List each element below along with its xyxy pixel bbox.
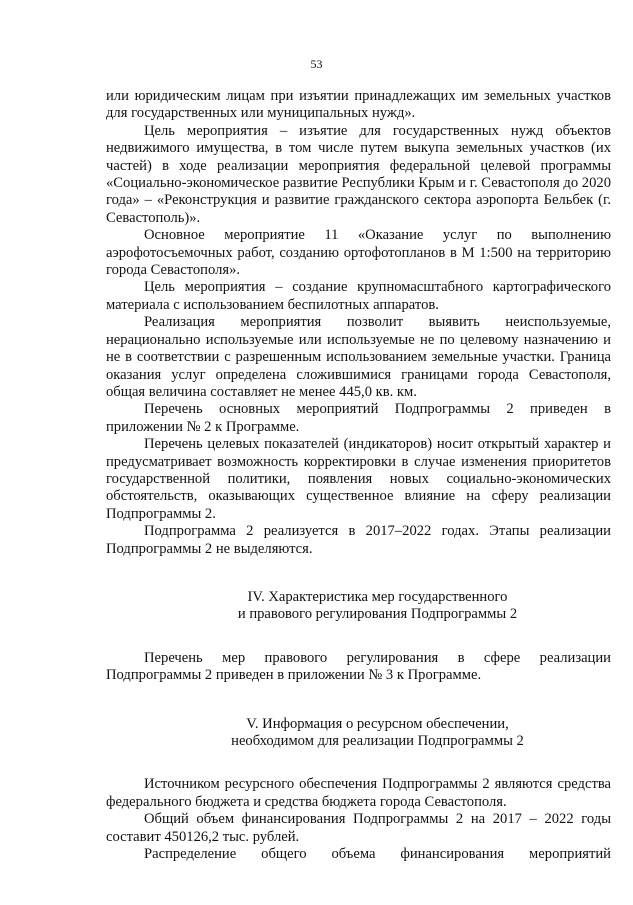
paragraph-funding-sources: Источником ресурсного обеспечения Подпрограммы 2 являются средства федерального бюджета и средства бюджета города Севастополя. [106,776,611,810]
paragraph-funding-distribution: Распределение общего объема финансирования мероприятий [144,846,611,863]
section-5-heading-line-2: необходимом для реализации Подпрограммы 2 [231,733,524,749]
paragraph-implementation: Реализация мероприятия позволит выявить неиспользуемые, нерационально используемые или используемые не по целевому назначению и не в соответствии с разрешенным использованием земельные участки. Граница оказания услуг определена сложившимися границами города Севастополя, общая величина составляет не менее 445,0 кв. км. [106,314,611,400]
section-4-heading [106,589,611,624]
paragraph-indicators: Перечень целевых показателей (индикаторов) носит открытый характер и предусматривает возможность корректировки в случае изменения приоритетов государственной политики, появления новых социально-экономических обстоятельств, оказывающих существенное влияние на сферу реализации Подпрограммы 2. [106,436,611,522]
document-body [106,88,611,863]
paragraph-activities-list: Перечень основных мероприятий Подпрограммы 2 приведен в приложении № 2 к Программе. [106,401,611,435]
section-4-heading-line-1: IV. Характеристика мер государственного [247,588,508,605]
paragraph-funding-total: Общий объем финансирования Подпрограммы 2 на 2017 – 2022 годы составит 450126,2 тыс. рублей. [106,811,611,845]
paragraph-main-activity-11: Основное мероприятие 11 «Оказание услуг по выполнению аэрофотосъемочных работ, созданию ортофотопланов в М 1:500 на территорию города Севастополя». [106,227,611,279]
section-4-heading-line-2: и правового регулирования Подпрограммы 2 [237,606,518,623]
section-5-heading-line-1: V. Информация о ресурсном обеспечении, [246,715,509,732]
page-number: 53 [310,57,323,71]
section-5-heading [106,716,611,751]
paragraph-goal-mapping: Цель мероприятия – создание крупномасштабного картографического материала с использованием беспилотных аппаратов. [106,279,611,313]
paragraph-continuation: или юридическим лицам при изъятии принадлежащих им земельных участков для государственных или муниципальных нужд». [106,88,611,122]
paragraph-goal-seizure: Цель мероприятия – изъятие для государственных нужд объектов недвижимого имущества, в том числе путем выкупа земельных участков (их частей) в ходе реализации мероприятия федеральной целевой программы «Социально-экономическое развитие Республики Крым и г. Севастополя до 2020 года» – «Реконструкция и развитие гражданского сектора аэропорта Бельбек (г. Севастополь)». [106,122,611,226]
paragraph-timeline: Подпрограмма 2 реализуется в 2017–2022 годах. Этапы реализации Подпрограммы 2 не выделяются. [106,523,611,557]
paragraph-legal-measures: Перечень мер правового регулирования в сфере реализации Подпрограммы 2 приведен в приложении № 3 к Программе. [106,649,611,684]
